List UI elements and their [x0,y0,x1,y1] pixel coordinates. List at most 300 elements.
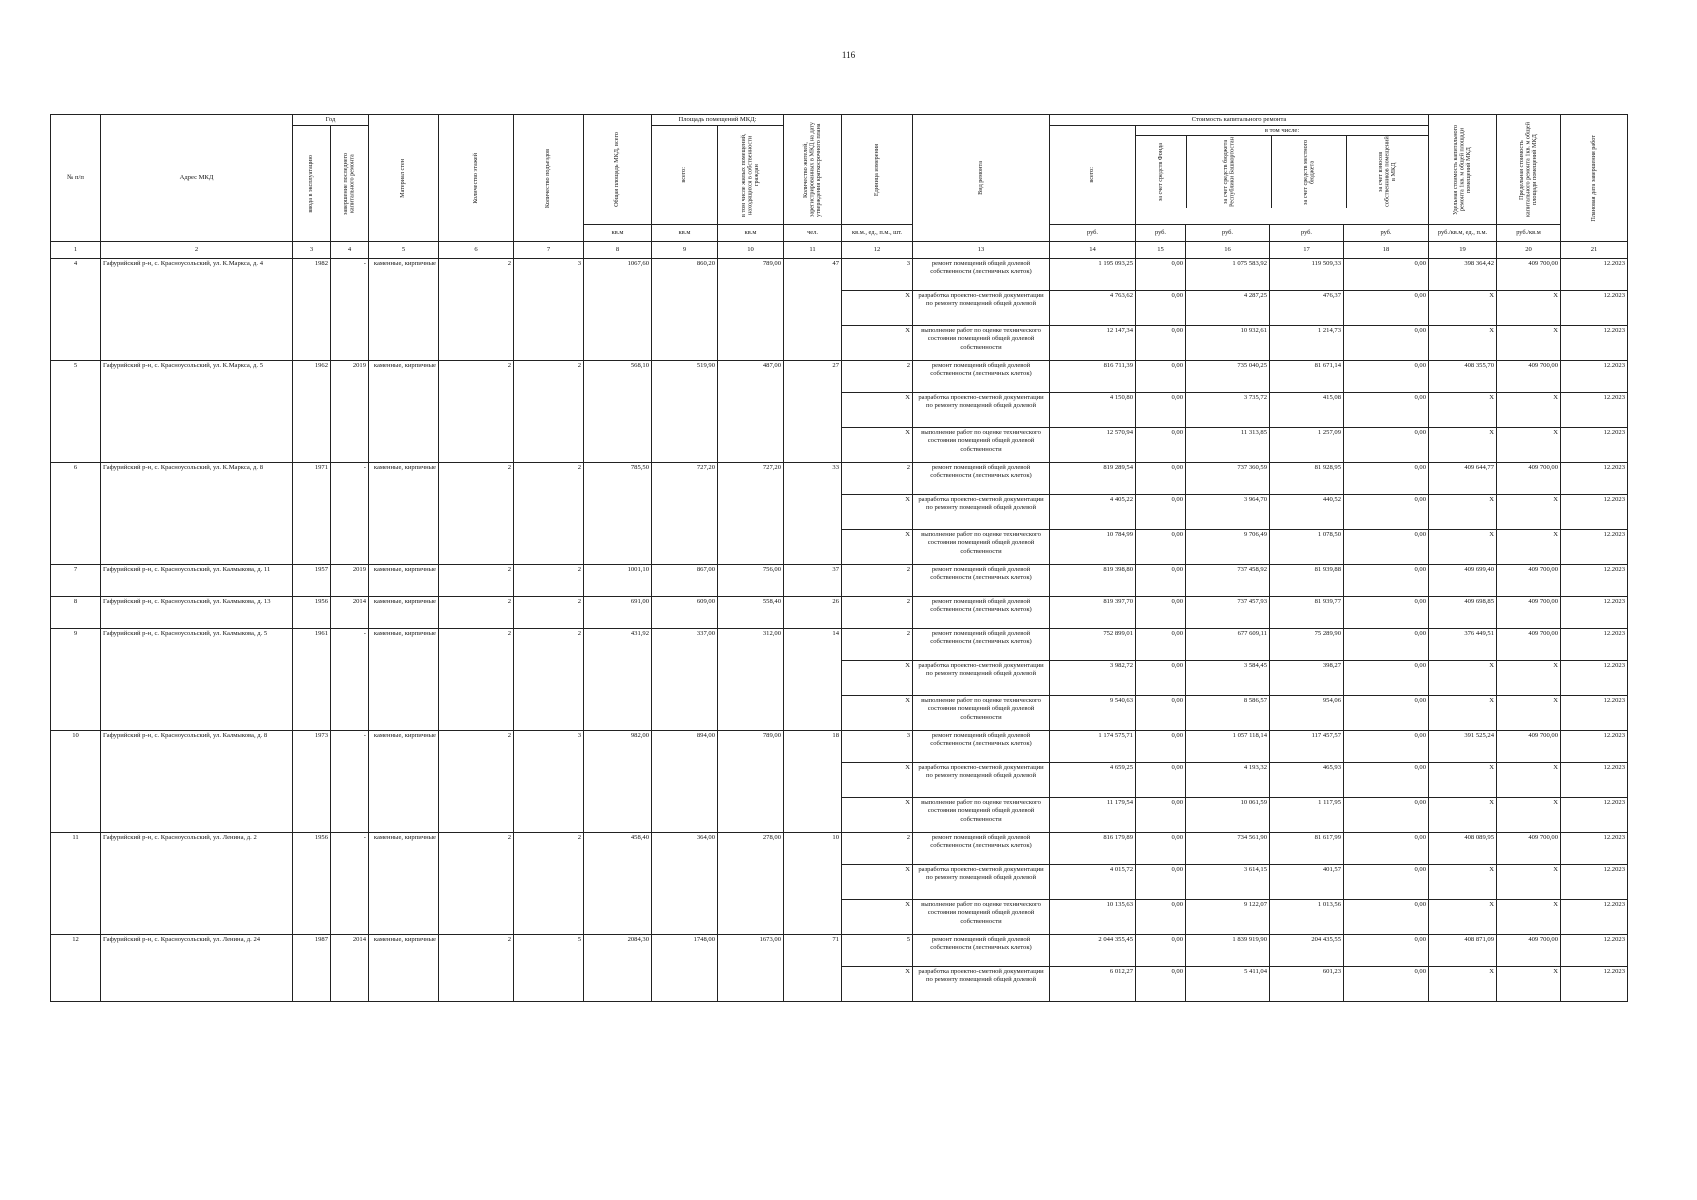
unit-value: X [842,967,913,1002]
max-cost: 409 700,00 [1497,463,1561,495]
table-row [51,463,1628,495]
cost-republic: 3 584,45 [1186,661,1270,696]
col-header-premises-total: всего: [652,126,718,225]
max-cost: 409 700,00 [1497,565,1561,597]
building-address: Гафурийский р-н, с. Красноусольский, ул. К.Маркса, д. 4 [101,259,293,361]
cost-republic: 4 193,32 [1186,763,1270,798]
cost-republic: 8 586,57 [1186,696,1270,731]
column-number-13: 13 [913,242,1050,259]
specific-cost: 409 698,85 [1429,597,1497,629]
building-address: Гафурийский р-н, с. Красноусольский, ул. Ленина, д. 24 [101,935,293,1002]
unit-value: X [842,696,913,731]
cost-republic: 3 735,72 [1186,393,1270,428]
cost-owners: 0,00 [1344,326,1429,361]
unit-value: X [842,428,913,463]
column-number-4: 4 [331,242,369,259]
residents-count: 33 [784,463,842,565]
unit-cell-9: кв.м [652,225,718,242]
specific-cost: 409 699,40 [1429,565,1497,597]
total-area: 1067,60 [584,259,652,361]
cost-fund: 0,00 [1136,865,1186,900]
cost-fund: 0,00 [1136,393,1186,428]
cost-fund: 0,00 [1136,731,1186,763]
cost-total: 819 398,80 [1050,565,1136,597]
cost-local: 204 435,55 [1270,935,1344,967]
cost-local: 954,06 [1270,696,1344,731]
cost-owners: 0,00 [1344,463,1429,495]
cost-fund: 0,00 [1136,833,1186,865]
max-cost: X [1497,530,1561,565]
work-type: разработка проектно-сметной документации по ремонту помещений общей долевой [913,967,1050,1002]
column-number-15: 15 [1136,242,1186,259]
building-address: Гафурийский р-н, с. Красноусольский, ул. Калмыкова, д. 11 [101,565,293,597]
max-cost: X [1497,798,1561,833]
cost-total: 6 012,27 [1050,967,1136,1002]
work-type: ремонт помещений общей долевой собственности (лестничных клеток) [913,361,1050,393]
cost-fund: 0,00 [1136,530,1186,565]
residents-count: 27 [784,361,842,463]
cost-local: 1 078,50 [1270,530,1344,565]
planned-date: 12.2023 [1561,833,1628,865]
planned-date: 12.2023 [1561,326,1628,361]
work-type: выполнение работ по оценке технического состояния помещений общей долевой собственности [913,326,1050,361]
col-header-cost-incl-group: в том числе: за счет средств Фонда за счет средств бюджета Республики Башкортостан за счет средств местного бюджета за счет взносов собственников помещений в МКД [1136,126,1429,225]
work-type: ремонт помещений общей долевой собственности (лестничных клеток) [913,833,1050,865]
year-built: 1973 [293,731,331,833]
unit-cell-11: чел. [784,225,842,242]
cost-total: 11 179,54 [1050,798,1136,833]
cost-fund: 0,00 [1136,967,1186,1002]
col-header-total-area: Общая площадь МКД, всего [584,115,652,225]
premises-private: 487,00 [718,361,784,463]
cost-local: 440,52 [1270,495,1344,530]
unit-value: 2 [842,629,913,661]
max-cost: X [1497,428,1561,463]
cost-fund: 0,00 [1136,361,1186,393]
premises-total: 519,90 [652,361,718,463]
column-number-10: 10 [718,242,784,259]
floors-count: 2 [439,565,514,597]
floors-count: 2 [439,597,514,629]
col-header-address: Адрес МКД [101,115,293,242]
work-type: разработка проектно-сметной документации по ремонту помещений общей долевой [913,495,1050,530]
premises-private: 312,00 [718,629,784,731]
residents-count: 47 [784,259,842,361]
table-row [51,833,1628,865]
work-type: ремонт помещений общей долевой собственности (лестничных клеток) [913,565,1050,597]
entrances-count: 2 [514,463,584,565]
unit-value: X [842,865,913,900]
unit-value: X [842,798,913,833]
col-header-specific-cost: Удельная стоимость капитального ремонта 1кв. м общей площади помещений МКД [1429,115,1497,225]
max-cost: 409 700,00 [1497,361,1561,393]
column-number-2: 2 [101,242,293,259]
specific-cost: 409 644,77 [1429,463,1497,495]
floors-count: 2 [439,833,514,935]
repair-plan-table [50,114,1628,1002]
max-cost: 409 700,00 [1497,833,1561,865]
specific-cost: X [1429,326,1497,361]
table-row [51,565,1628,597]
planned-date: 12.2023 [1561,731,1628,763]
cost-total: 4 659,25 [1050,763,1136,798]
premises-private: 789,00 [718,731,784,833]
cost-fund: 0,00 [1136,291,1186,326]
col-header-cost-republic: за счет средств бюджета Республики Башкортостан [1187,136,1272,208]
specific-cost: X [1429,696,1497,731]
cost-fund: 0,00 [1136,629,1186,661]
work-type: разработка проектно-сметной документации по ремонту помещений общей долевой [913,393,1050,428]
cost-fund: 0,00 [1136,661,1186,696]
cost-total: 9 540,63 [1050,696,1136,731]
col-header-cost-total: всего: [1050,126,1136,225]
cost-owners: 0,00 [1344,798,1429,833]
year-last-repair: - [331,259,369,361]
specific-cost: X [1429,900,1497,935]
cost-local: 119 509,33 [1270,259,1344,291]
cost-owners: 0,00 [1344,495,1429,530]
unit-value: 2 [842,361,913,393]
total-area: 568,10 [584,361,652,463]
year-last-repair: - [331,833,369,935]
cost-fund: 0,00 [1136,696,1186,731]
specific-cost: 376 449,51 [1429,629,1497,661]
cost-total: 819 289,54 [1050,463,1136,495]
year-built: 1982 [293,259,331,361]
cost-republic: 737 360,59 [1186,463,1270,495]
cost-local: 81 939,77 [1270,597,1344,629]
table-row [51,259,1628,291]
year-built: 1962 [293,361,331,463]
cost-total: 816 179,89 [1050,833,1136,865]
specific-cost: 408 871,09 [1429,935,1497,967]
col-header-entrances: Количество подъездов [514,115,584,242]
cost-owners: 0,00 [1344,865,1429,900]
unit-value: 2 [842,597,913,629]
max-cost: 409 700,00 [1497,731,1561,763]
col-header-year-built: ввода в эксплуатацию [293,126,331,242]
planned-date: 12.2023 [1561,495,1628,530]
residents-count: 26 [784,597,842,629]
cost-local: 1 013,56 [1270,900,1344,935]
wall-material: каменные, кирпичные [369,565,439,597]
work-type: ремонт помещений общей долевой собственности (лестничных клеток) [913,259,1050,291]
floors-count: 2 [439,935,514,1002]
building-address: Гафурийский р-н, с. Красноусольский, ул. Калмыкова, д. 5 [101,629,293,731]
building-address: Гафурийский р-н, с. Красноусольский, ул. Ленина, д. 2 [101,833,293,935]
premises-total: 609,00 [652,597,718,629]
entrances-count: 2 [514,833,584,935]
max-cost: X [1497,696,1561,731]
year-last-repair: - [331,731,369,833]
work-type: ремонт помещений общей долевой собственности (лестничных клеток) [913,597,1050,629]
residents-count: 71 [784,935,842,1002]
unit-value: X [842,495,913,530]
column-number-20: 20 [1497,242,1561,259]
cost-owners: 0,00 [1344,763,1429,798]
cost-republic: 1 057 118,14 [1186,731,1270,763]
total-area: 785,50 [584,463,652,565]
col-header-year-last-repair: завершение последнего капитального ремонта [331,126,369,242]
planned-date: 12.2023 [1561,597,1628,629]
cost-fund: 0,00 [1136,428,1186,463]
column-number-8: 8 [584,242,652,259]
year-last-repair: 2014 [331,597,369,629]
cost-fund: 0,00 [1136,798,1186,833]
max-cost: 409 700,00 [1497,935,1561,967]
total-area: 691,00 [584,597,652,629]
cost-owners: 0,00 [1344,393,1429,428]
unit-cell-12: кв.м., ед., п.м., шт. [842,225,913,242]
cost-total: 3 982,72 [1050,661,1136,696]
cost-republic: 4 287,25 [1186,291,1270,326]
col-header-work-type: Вид ремонта [913,115,1050,242]
cost-fund: 0,00 [1136,495,1186,530]
col-header-floors: Количество этажей [439,115,514,242]
max-cost: 409 700,00 [1497,259,1561,291]
work-type: ремонт помещений общей долевой собственности (лестничных клеток) [913,935,1050,967]
unit-cell-19: руб./кв.м, ед., п.м. [1429,225,1497,242]
cost-fund: 0,00 [1136,935,1186,967]
col-header-unit-measure: Единица измерения [842,115,913,225]
col-header-cost-local: за счет средств местного бюджета [1272,136,1347,208]
residents-count: 10 [784,833,842,935]
row-number: 6 [51,463,101,565]
work-type: ремонт помещений общей долевой собственности (лестничных клеток) [913,629,1050,661]
entrances-count: 5 [514,935,584,1002]
row-number: 5 [51,361,101,463]
unit-cell-16: руб. [1186,225,1270,242]
unit-cell-10: кв.м [718,225,784,242]
cost-owners: 0,00 [1344,291,1429,326]
max-cost: X [1497,661,1561,696]
premises-total: 364,00 [652,833,718,935]
premises-private: 756,00 [718,565,784,597]
page-number: 116 [841,50,856,60]
unit-value: 3 [842,731,913,763]
work-type: ремонт помещений общей долевой собственности (лестничных клеток) [913,463,1050,495]
specific-cost: X [1429,865,1497,900]
planned-date: 12.2023 [1561,865,1628,900]
cost-owners: 0,00 [1344,259,1429,291]
table-body [51,259,1628,1002]
wall-material: каменные, кирпичные [369,463,439,565]
planned-date: 12.2023 [1561,935,1628,967]
row-number: 7 [51,565,101,597]
cost-fund: 0,00 [1136,597,1186,629]
table-row [51,731,1628,763]
col-header-cost-owners: за счет взносов собственников помещений в МКД [1376,136,1397,208]
specific-cost: 408 355,70 [1429,361,1497,393]
floors-count: 2 [439,463,514,565]
cost-owners: 0,00 [1344,629,1429,661]
cost-owners: 0,00 [1344,565,1429,597]
column-number-6: 6 [439,242,514,259]
col-header-max-cost: Предельная стоимость капитального ремонта 1кв. м общей площади помещений МКД [1497,115,1561,225]
planned-date: 12.2023 [1561,428,1628,463]
premises-total: 894,00 [652,731,718,833]
floors-count: 2 [439,731,514,833]
year-built: 1957 [293,565,331,597]
column-number-12: 12 [842,242,913,259]
cost-owners: 0,00 [1344,900,1429,935]
unit-value: X [842,291,913,326]
year-built: 1956 [293,833,331,935]
table-row [51,935,1628,967]
premises-private: 1673,00 [718,935,784,1002]
unit-cell-14: руб. [1050,225,1136,242]
column-number-5: 5 [369,242,439,259]
column-number-9: 9 [652,242,718,259]
table-row [51,597,1628,629]
table-header [51,115,1628,259]
cost-fund: 0,00 [1136,565,1186,597]
year-built: 1971 [293,463,331,565]
col-header-wall-material: Материал стен [369,115,439,242]
cost-fund: 0,00 [1136,763,1186,798]
cost-republic: 734 561,90 [1186,833,1270,865]
cost-republic: 5 411,04 [1186,967,1270,1002]
entrances-count: 2 [514,565,584,597]
total-area: 982,00 [584,731,652,833]
planned-date: 12.2023 [1561,661,1628,696]
cost-local: 476,37 [1270,291,1344,326]
unit-value: 5 [842,935,913,967]
premises-private: 558,40 [718,597,784,629]
table-row [51,629,1628,661]
floors-count: 2 [439,361,514,463]
specific-cost: X [1429,763,1497,798]
col-header-cost-fund: за счет средств Фонда [1136,136,1187,208]
premises-total: 727,20 [652,463,718,565]
unit-value: X [842,393,913,428]
cost-total: 2 044 355,45 [1050,935,1136,967]
cost-total: 10 135,63 [1050,900,1136,935]
building-address: Гафурийский р-н, с. Красноусольский, ул. Калмыкова, д. 8 [101,731,293,833]
premises-total: 1748,00 [652,935,718,1002]
premises-private: 789,00 [718,259,784,361]
planned-date: 12.2023 [1561,463,1628,495]
cost-total: 819 397,70 [1050,597,1136,629]
specific-cost: X [1429,291,1497,326]
premises-private: 278,00 [718,833,784,935]
cost-total: 10 784,99 [1050,530,1136,565]
planned-date: 12.2023 [1561,259,1628,291]
specific-cost: X [1429,967,1497,1002]
year-last-repair: - [331,463,369,565]
work-type: разработка проектно-сметной документации по ремонту помещений общей долевой [913,763,1050,798]
unit-value: X [842,530,913,565]
col-header-no: № п/п [51,115,101,242]
cost-owners: 0,00 [1344,428,1429,463]
planned-date: 12.2023 [1561,530,1628,565]
col-header-premises-private: в том числе жилых помещений, находящихся в собственности граждан [718,126,784,225]
cost-local: 81 671,14 [1270,361,1344,393]
specific-cost: 391 525,24 [1429,731,1497,763]
unit-value: 2 [842,833,913,865]
cost-total: 4 015,72 [1050,865,1136,900]
cost-republic: 3 964,70 [1186,495,1270,530]
residents-count: 37 [784,565,842,597]
row-number: 12 [51,935,101,1002]
entrances-count: 2 [514,629,584,731]
cost-total: 816 711,39 [1050,361,1136,393]
row-number: 4 [51,259,101,361]
max-cost: X [1497,495,1561,530]
repair-plan-table-container [50,114,1628,1002]
cost-owners: 0,00 [1344,530,1429,565]
planned-date: 12.2023 [1561,393,1628,428]
cost-republic: 11 313,85 [1186,428,1270,463]
column-number-3: 3 [293,242,331,259]
max-cost: 409 700,00 [1497,597,1561,629]
cost-local: 117 457,57 [1270,731,1344,763]
planned-date: 12.2023 [1561,696,1628,731]
work-type: ремонт помещений общей долевой собственности (лестничных клеток) [913,731,1050,763]
column-numbers-row [51,242,1628,259]
column-number-18: 18 [1344,242,1429,259]
year-built: 1961 [293,629,331,731]
wall-material: каменные, кирпичные [369,361,439,463]
column-number-19: 19 [1429,242,1497,259]
row-number: 9 [51,629,101,731]
max-cost: X [1497,900,1561,935]
cost-total: 12 570,94 [1050,428,1136,463]
year-last-repair: 2019 [331,565,369,597]
cost-total: 4 405,22 [1050,495,1136,530]
cost-local: 1 257,09 [1270,428,1344,463]
entrances-count: 3 [514,731,584,833]
work-type: выполнение работ по оценке технического состояния помещений общей долевой собственности [913,696,1050,731]
col-header-planned-date: Плановая дата завершения работ [1561,115,1628,242]
residents-count: 18 [784,731,842,833]
cost-total: 4 150,80 [1050,393,1136,428]
cost-republic: 677 609,11 [1186,629,1270,661]
cost-local: 1 117,95 [1270,798,1344,833]
row-number: 10 [51,731,101,833]
max-cost: X [1497,865,1561,900]
cost-local: 601,23 [1270,967,1344,1002]
cost-total: 1 174 575,71 [1050,731,1136,763]
unit-value: 2 [842,565,913,597]
planned-date: 12.2023 [1561,798,1628,833]
planned-date: 12.2023 [1561,291,1628,326]
cost-republic: 1 075 583,92 [1186,259,1270,291]
unit-cell-8: кв.м [584,225,652,242]
max-cost: X [1497,393,1561,428]
cost-republic: 9 706,49 [1186,530,1270,565]
entrances-count: 2 [514,361,584,463]
unit-cell-20: руб./кв.м [1497,225,1561,242]
work-type: разработка проектно-сметной документации по ремонту помещений общей долевой [913,661,1050,696]
planned-date: 12.2023 [1561,967,1628,1002]
column-number-11: 11 [784,242,842,259]
max-cost: 409 700,00 [1497,629,1561,661]
cost-owners: 0,00 [1344,967,1429,1002]
cost-owners: 0,00 [1344,731,1429,763]
work-type: выполнение работ по оценке технического состояния помещений общей долевой собственности [913,900,1050,935]
column-number-17: 17 [1270,242,1344,259]
floors-count: 2 [439,259,514,361]
unit-value: 3 [842,259,913,291]
specific-cost: X [1429,661,1497,696]
work-type: разработка проектно-сметной документации по ремонту помещений общей долевой [913,291,1050,326]
year-last-repair: 2014 [331,935,369,1002]
wall-material: каменные, кирпичные [369,935,439,1002]
unit-cell-18: руб. [1344,225,1429,242]
col-header-year-group: Год [293,115,369,126]
cost-owners: 0,00 [1344,597,1429,629]
